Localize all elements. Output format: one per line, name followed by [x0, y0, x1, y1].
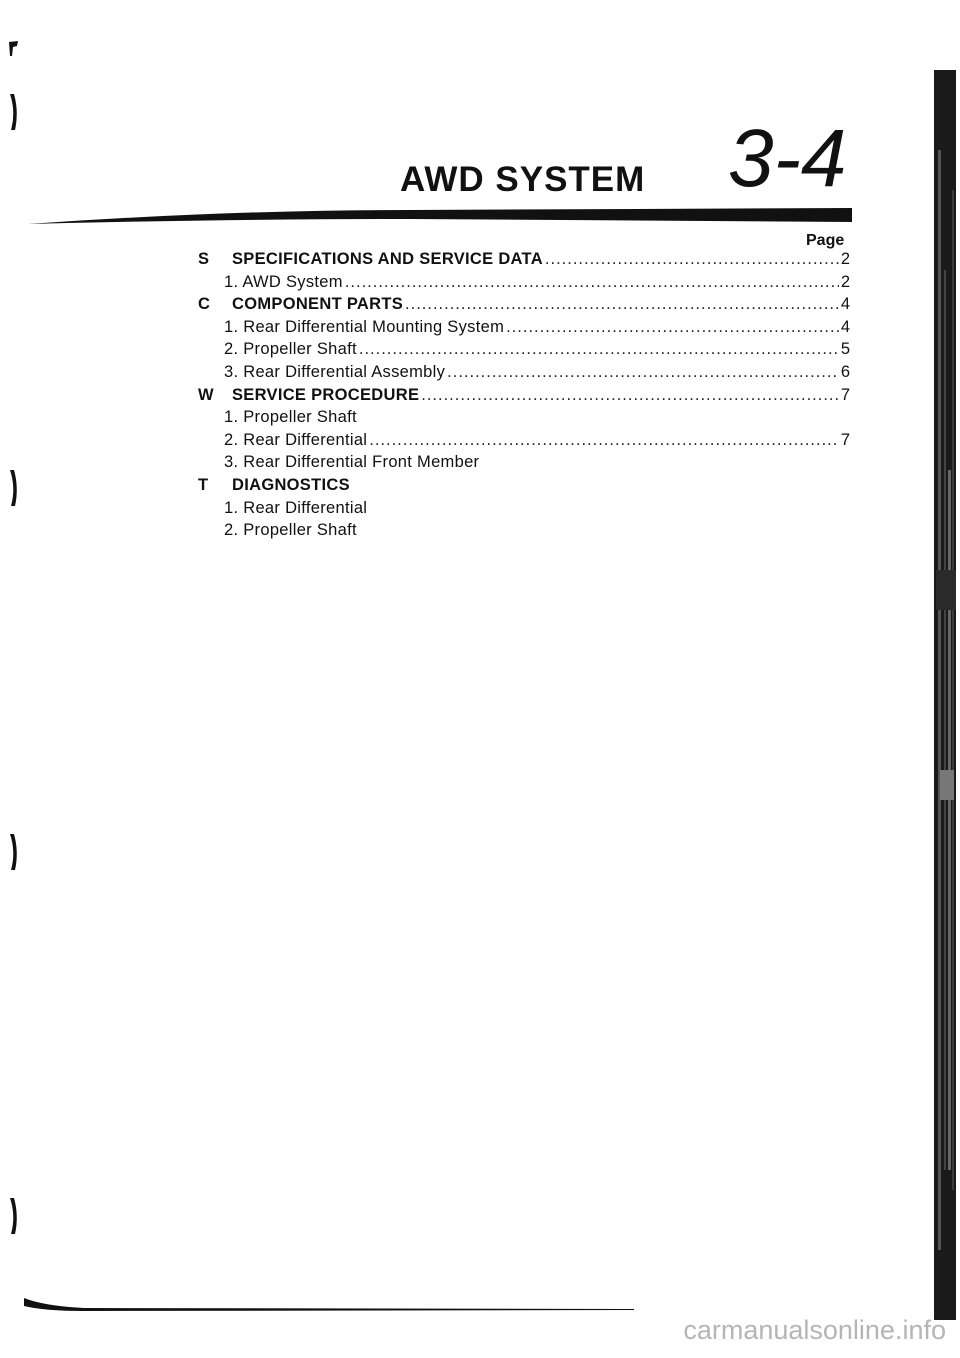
toc-label: 1. Rear Differential Mounting System: [224, 317, 505, 336]
page-title: AWD SYSTEM: [400, 160, 646, 199]
page-column-header: Page: [806, 232, 845, 249]
toc-label: COMPONENT PARTS: [232, 295, 404, 314]
dot-leader: [405, 295, 839, 314]
watermark: carmanualsonline.info: [683, 1315, 946, 1345]
toc-item: [198, 499, 850, 522]
toc-item: [198, 340, 850, 363]
toc-label: 2. Propeller Shaft: [224, 521, 357, 540]
dot-leader: [359, 340, 839, 359]
toc-label: 2. Rear Differential: [224, 430, 368, 449]
dot-leader: [447, 363, 839, 382]
toc-page-number: 6: [840, 362, 850, 381]
toc-page-number: 4: [840, 317, 850, 336]
toc-section-letter: T: [198, 475, 209, 494]
toc-section-letter: W: [198, 385, 214, 404]
toc-item: [198, 431, 850, 454]
toc-label: 1. Rear Differential: [224, 498, 368, 517]
toc-section: [198, 476, 850, 499]
toc-page-number: 2: [840, 272, 850, 291]
toc-section: [198, 250, 850, 273]
toc-section: [198, 386, 850, 409]
binding-mark: [6, 92, 20, 132]
section-number: 3-4: [728, 113, 847, 204]
binding-mark: [6, 468, 20, 508]
toc-label: DIAGNOSTICS: [232, 475, 350, 494]
bottom-rule: [24, 1298, 634, 1312]
dot-leader: [345, 273, 839, 292]
toc-section-letter: C: [198, 295, 210, 314]
binding-mark: [6, 832, 20, 872]
toc-label: 3. Rear Differential Front Member: [224, 453, 480, 472]
toc-label: SERVICE PROCEDURE: [232, 385, 420, 404]
toc-label: 1. Propeller Shaft: [224, 408, 357, 427]
toc-label: SPECIFICATIONS AND SERVICE DATA: [232, 250, 543, 268]
dot-leader: [545, 250, 839, 269]
title-rule: [28, 208, 852, 224]
toc-item: [198, 521, 850, 544]
table-of-contents: [198, 250, 850, 544]
toc-item: [198, 408, 850, 431]
toc-section-letter: S: [198, 250, 210, 268]
toc-label: 3. Rear Differential Assembly: [224, 362, 446, 381]
toc-page-number: 5: [840, 340, 850, 359]
page-edge-strip: [930, 70, 960, 1320]
toc-page-number: 7: [840, 385, 850, 404]
dot-leader: [506, 318, 839, 337]
toc-page-number: 4: [840, 295, 850, 314]
dot-leader: [421, 386, 839, 405]
toc-label: 2. Propeller Shaft: [224, 340, 357, 359]
binding-mark: [8, 40, 22, 60]
toc-page-number: 7: [840, 430, 850, 449]
toc-label: 1. AWD System: [224, 272, 343, 291]
toc-item: [198, 318, 850, 341]
binding-mark: [6, 1196, 20, 1236]
toc-item: [198, 453, 850, 476]
dot-leader: [369, 431, 839, 450]
toc-page-number: 2: [840, 250, 850, 268]
toc-item: [198, 273, 850, 296]
toc-item: [198, 363, 850, 386]
toc-section: [198, 295, 850, 318]
